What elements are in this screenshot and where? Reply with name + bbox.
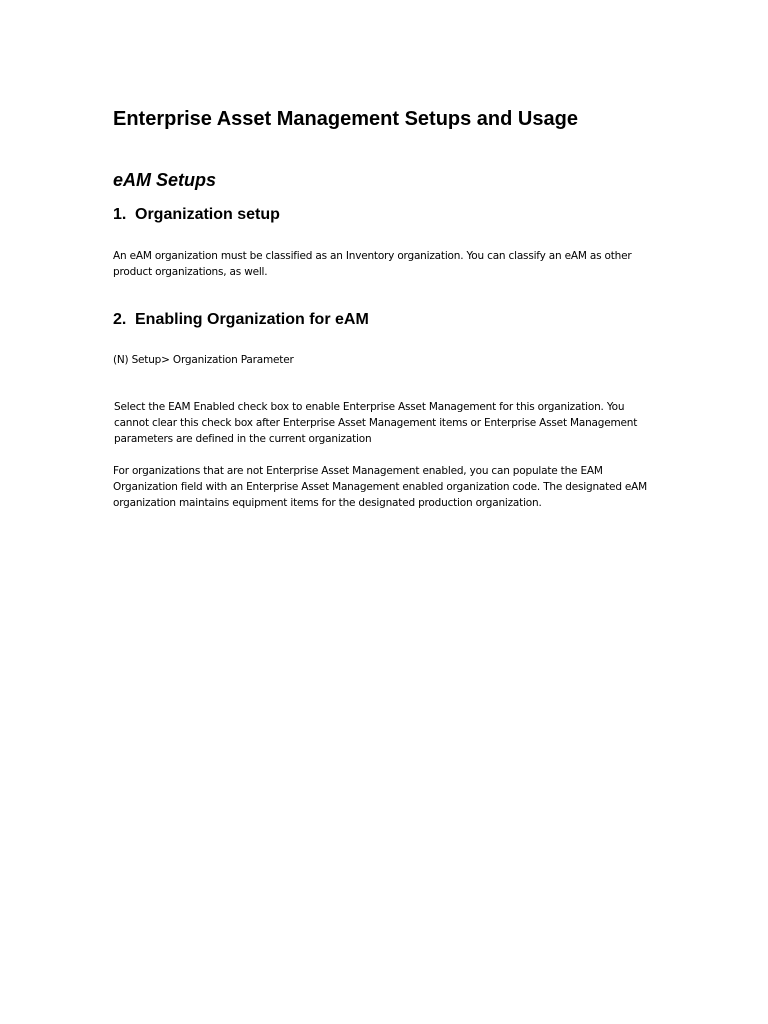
heading-enabling-organization: [113, 309, 369, 331]
paragraph-navigation-path: (N) Setup> Organization Parameter: [113, 354, 294, 366]
heading-text: Enabling Organization for eAM: [135, 311, 369, 328]
heading-number: 2.: [113, 311, 127, 328]
heading-text: Organization setup: [135, 206, 280, 223]
paragraph-eam-enabled-checkbox: Select the EAM Enabled check box to enable Enterprise Asset Management for this organization. You cannot clear this check box after Enterprise Asset Management items or Enterprise Asset Management parameters are defined in the current organization: [114, 401, 638, 445]
document-title: Enterprise Asset Management Setups and Usage: [113, 108, 578, 130]
section-title-eam-setups: eAM Setups: [113, 170, 217, 190]
paragraph-eam-organization-field: For organizations that are not Enterprise Asset Management enabled, you can populate the EAM Organization field with an Enterprise Asset Management enabled organization code. The designated eAM organization maintains equipment items for the designated production organization.: [113, 465, 648, 509]
heading-organization-setup: [113, 204, 280, 226]
paragraph-organization-setup: An eAM organization must be classified as an Inventory organization. You can classify an eAM as other product organizations, as well.: [113, 250, 632, 278]
heading-number: 1.: [113, 206, 127, 223]
